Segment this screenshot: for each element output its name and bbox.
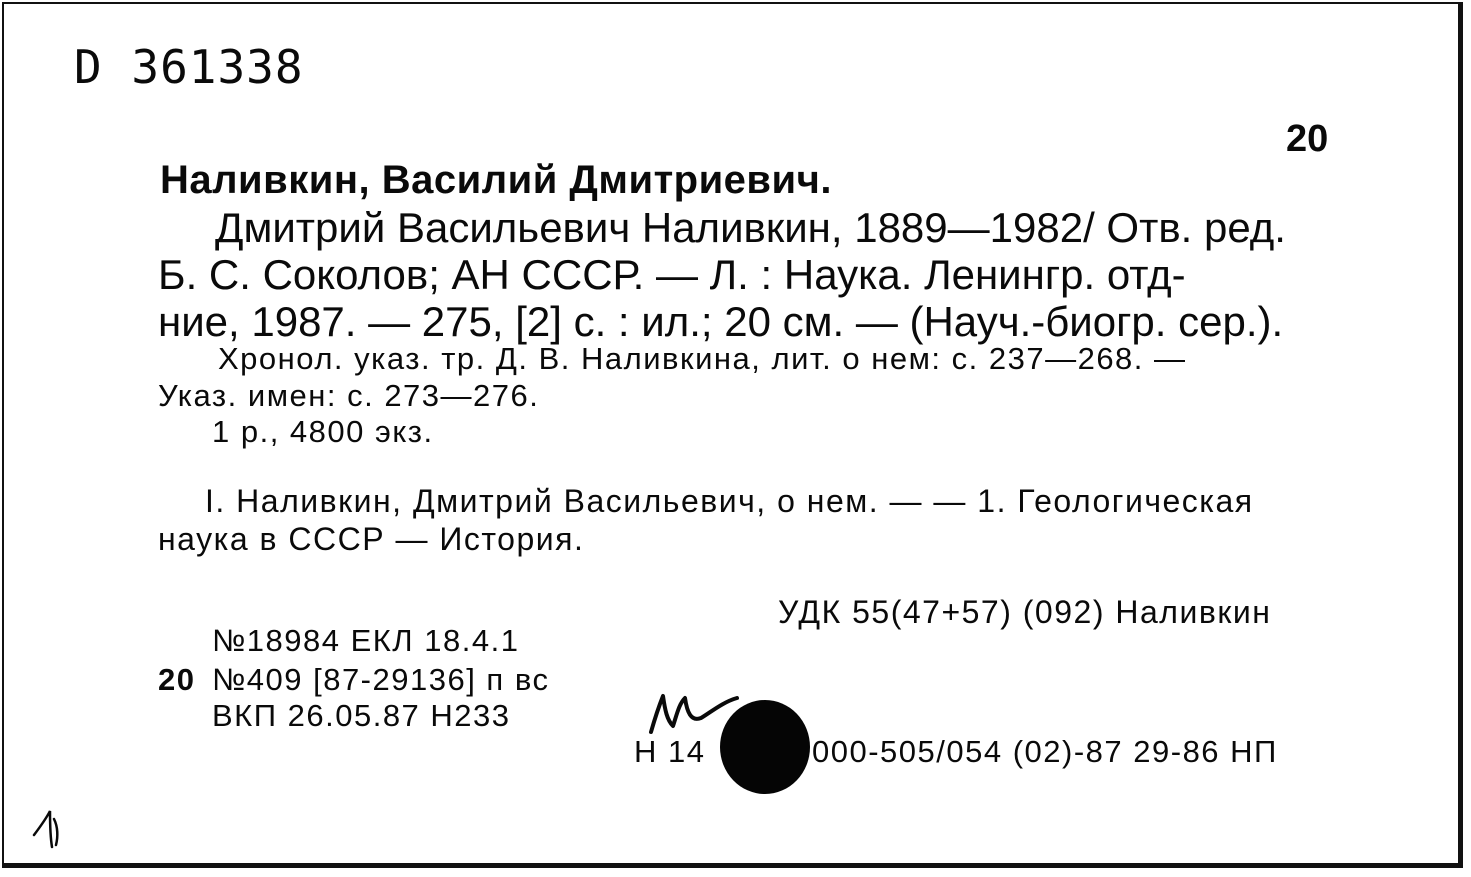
title-line-2: Б. С. Соколов; АН СССР. — Л. : Наука. Ленингр. отд- — [158, 251, 1186, 298]
author-heading: Наливкин, Василий Дмитриевич. — [160, 158, 832, 202]
registry-line-3: ВКП 26.05.87 Н233 — [212, 698, 511, 733]
price-line: 1 р., 4800 экз. — [212, 414, 434, 449]
registry-line-2: №409 [87-29136] п вс — [212, 662, 550, 697]
stamp-number: D 361338 — [74, 40, 304, 94]
notes-line-1: Хронол. указ. тр. Д. В. Наливкина, лит. о нем: с. 237—268. — — [218, 341, 1187, 376]
registry-prefix: 20 — [158, 662, 196, 697]
udk-classification: УДК 55(47+57) (092) Наливкин — [778, 594, 1272, 630]
title-line-3: ние, 1987. — 275, [2] с. : ил.; 20 см. — (Науч.-биогр. сер.). — [158, 298, 1284, 345]
registry-line-1: №18984 ЕКЛ 18.4.1 — [212, 623, 520, 658]
punch-hole — [720, 700, 810, 794]
bottom-code-left: Н 14 — [634, 734, 706, 769]
corner-number: 20 — [1286, 118, 1329, 160]
pen-mark — [28, 805, 64, 851]
bottom-code-right: 000-505/054 (02)-87 29-86 НП — [812, 734, 1278, 769]
notes-line-2: Указ. имен: с. 273—276. — [158, 378, 540, 413]
title-line-1: Дмитрий Васильевич Наливкин, 1889—1982/ Отв. ред. — [215, 204, 1286, 251]
subject-line-1: I. Наливкин, Дмитрий Васильевич, о нем. — — 1. Геологическая — [205, 483, 1254, 519]
subject-line-2: наука в СССР — История. — [158, 521, 585, 557]
